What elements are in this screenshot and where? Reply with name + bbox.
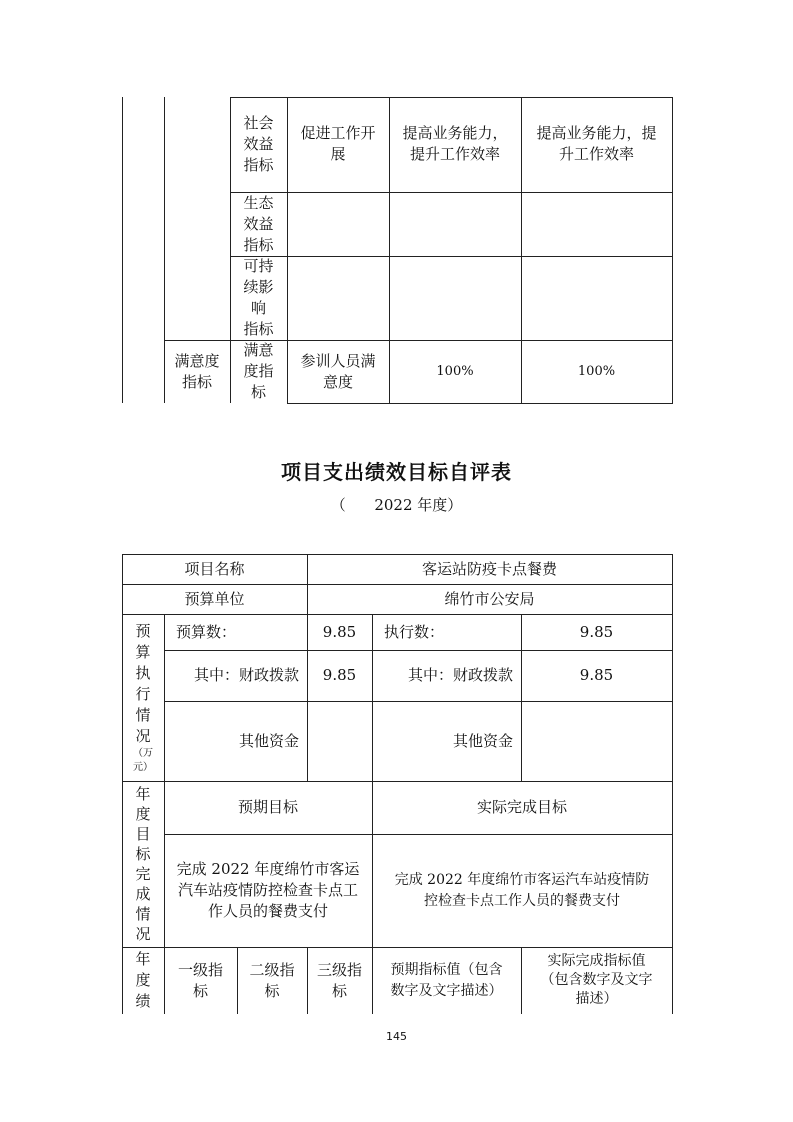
page-number: 145 <box>386 1030 407 1043</box>
budget-execution-label-block <box>122 614 164 781</box>
level1-header: 一级指 标 <box>177 960 223 1000</box>
social-benefit-indicator: 促进工作开 展 <box>300 124 376 163</box>
budget-execution-label: 预 算 执 行 情 况 <box>135 621 151 745</box>
social-benefit-actual: 提高业务能力，提 升工作效率 <box>536 124 657 163</box>
annual-goal-label: 年 度 目 标 完 成 情 况 <box>135 785 151 943</box>
fiscal-budget-value: 9.85 <box>322 666 357 684</box>
form-year: （ 2022 年度） <box>330 496 463 514</box>
expected-value-header: 预期指标值（包含 数字及文字描述） <box>390 961 503 999</box>
satisfaction-level3-label: 满意 度指 标 <box>243 341 274 401</box>
actual-value-header: 实际完成指标值 （包含数字及文字 描述） <box>540 953 653 1007</box>
satisfaction-expected: 100% <box>436 364 474 379</box>
satisfaction-level2-label: 满意度 指标 <box>174 351 220 391</box>
sustainable-impact-label: 可持 续影 响 指标 <box>243 257 274 338</box>
budget-amount-value: 9.85 <box>322 622 357 641</box>
fiscal-exec-value: 9.85 <box>579 666 614 684</box>
level3-header: 三级指 标 <box>316 960 362 1000</box>
budget-unit-value: 绵竹市公安局 <box>444 589 535 608</box>
budget-unit-label: 预算单位 <box>184 589 245 608</box>
fiscal-budget-label: 其中：财政拨款 <box>193 666 299 684</box>
level2-header: 二级指 标 <box>249 960 295 1000</box>
exec-amount-label: 执行数： <box>384 622 445 641</box>
fiscal-exec-label: 其中：财政拨款 <box>407 666 513 684</box>
budget-amount-label: 预算数： <box>176 622 237 641</box>
project-name-value: 客运站防疫卡点餐费 <box>421 559 557 578</box>
other-funds-label-exec: 其他资金 <box>452 731 513 750</box>
actual-goal-header: 实际完成目标 <box>476 798 567 816</box>
expected-goal-header: 预期目标 <box>237 798 298 816</box>
performance-label: 年 度 绩 <box>135 950 151 1010</box>
social-benefit-expected: 提高业务能力， 提升工作效率 <box>402 124 508 163</box>
social-benefit-label: 社会 效益 指标 <box>243 114 274 174</box>
form-title: 项目支出绩效目标自评表 <box>281 460 512 484</box>
exec-amount-value: 9.85 <box>579 622 614 641</box>
ecological-benefit-label: 生态 效益 指标 <box>243 193 274 254</box>
actual-goal-text: 完成 2022 年度绵竹市客运汽车站疫情防 控检查卡点工作人员的餐费支付 <box>394 871 650 909</box>
other-funds-label: 其他资金 <box>238 731 299 750</box>
project-name-label: 项目名称 <box>184 559 245 578</box>
budget-execution-unit: （万 元） <box>133 747 153 773</box>
expected-goal-text: 完成 2022 年度绵竹市客运 汽车站疫情防控检查卡点工 作人员的餐费支付 <box>176 860 360 920</box>
satisfaction-indicator: 参训人员满 意度 <box>300 351 376 391</box>
satisfaction-actual: 100% <box>577 364 616 379</box>
